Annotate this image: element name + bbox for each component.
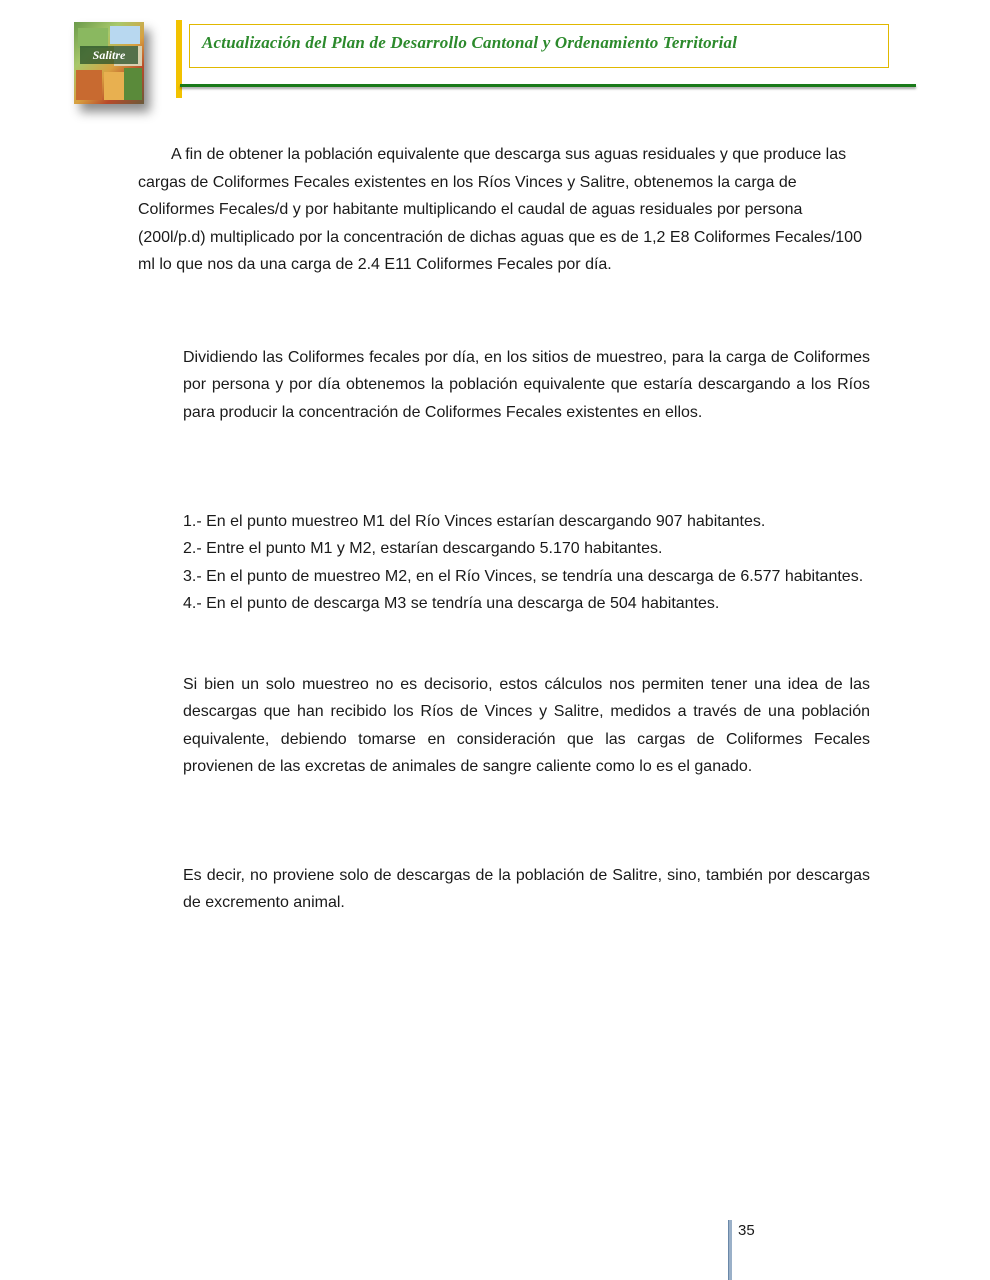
logo-photo-tile (124, 68, 142, 100)
logo-photo-tile (110, 26, 140, 44)
document-title: Actualización del Plan de Desarrollo Cantonal y Ordenamiento Territorial (202, 33, 738, 52)
footer-divider (728, 1220, 732, 1280)
closing-paragraph: Es decir, no proviene solo de descargas de la población de Salitre, sino, también por descargas de excremento animal. (183, 867, 870, 912)
equivalent-population-paragraph: Dividiendo las Coliformes fecales por día, en los sitios de muestreo, para la carga de Coliformes por persona y por día obtenemos la población equivalente que estaría descargando a los Ríos para producir la concentración de Coliformes Fecales existentes en ellos. (183, 349, 870, 421)
page-number: 35 (738, 1222, 755, 1239)
logo-photo-tile (78, 28, 108, 48)
logo-photo-tile (76, 70, 102, 100)
list-item: 4.- En el punto de descarga M3 se tendría una descarga de 504 habitantes. (183, 594, 720, 612)
conclusion-paragraph: Si bien un solo muestreo no es decisorio, estos cálculos nos permiten tener una idea de las descargas que han recibido los Ríos de Vinces y Salitre, medidos a través de una población equivalente, debiendo tomarse en consideración que las cargas de Coliformes Fecales provienen de las excretas de animales de sangre caliente como lo es el ganado. (183, 676, 870, 775)
intro-paragraph (138, 141, 870, 279)
list-item: 2.- Entre el punto M1 y M2, estarían descargando 5.170 habitantes. (183, 540, 663, 558)
salitre-logo (74, 22, 144, 104)
list-item: 3.- En el punto de muestreo M2, en el Río Vinces, se tendría una descarga de 6.577 habitantes. (183, 567, 864, 585)
logo-photo-tile (104, 72, 124, 100)
intro-paragraph-text: A fin de obtener la población equivalente que descarga sus aguas residuales y que produce las cargas de Coliformes Fecales existentes en los Ríos Vinces y Salitre, obtenemos la carga de Coliformes Fecales/d y por habitante multiplicando el caudal de aguas residuales por persona (200l/p.d) multiplicado por la concentración de dichas aguas que es de 1,2 E8 Coliformes Fecales/100 ml lo que nos da una carga de 2.4 E11 Coliformes Fecales por día. (138, 146, 862, 273)
sampling-points-list (183, 508, 870, 617)
header-title-box (189, 24, 889, 68)
logo-label: Salitre (80, 46, 138, 64)
list-item: 1.- En el punto muestreo M1 del Río Vinces estarían descargando 907 habitantes. (183, 513, 766, 530)
header-divider (180, 84, 916, 87)
